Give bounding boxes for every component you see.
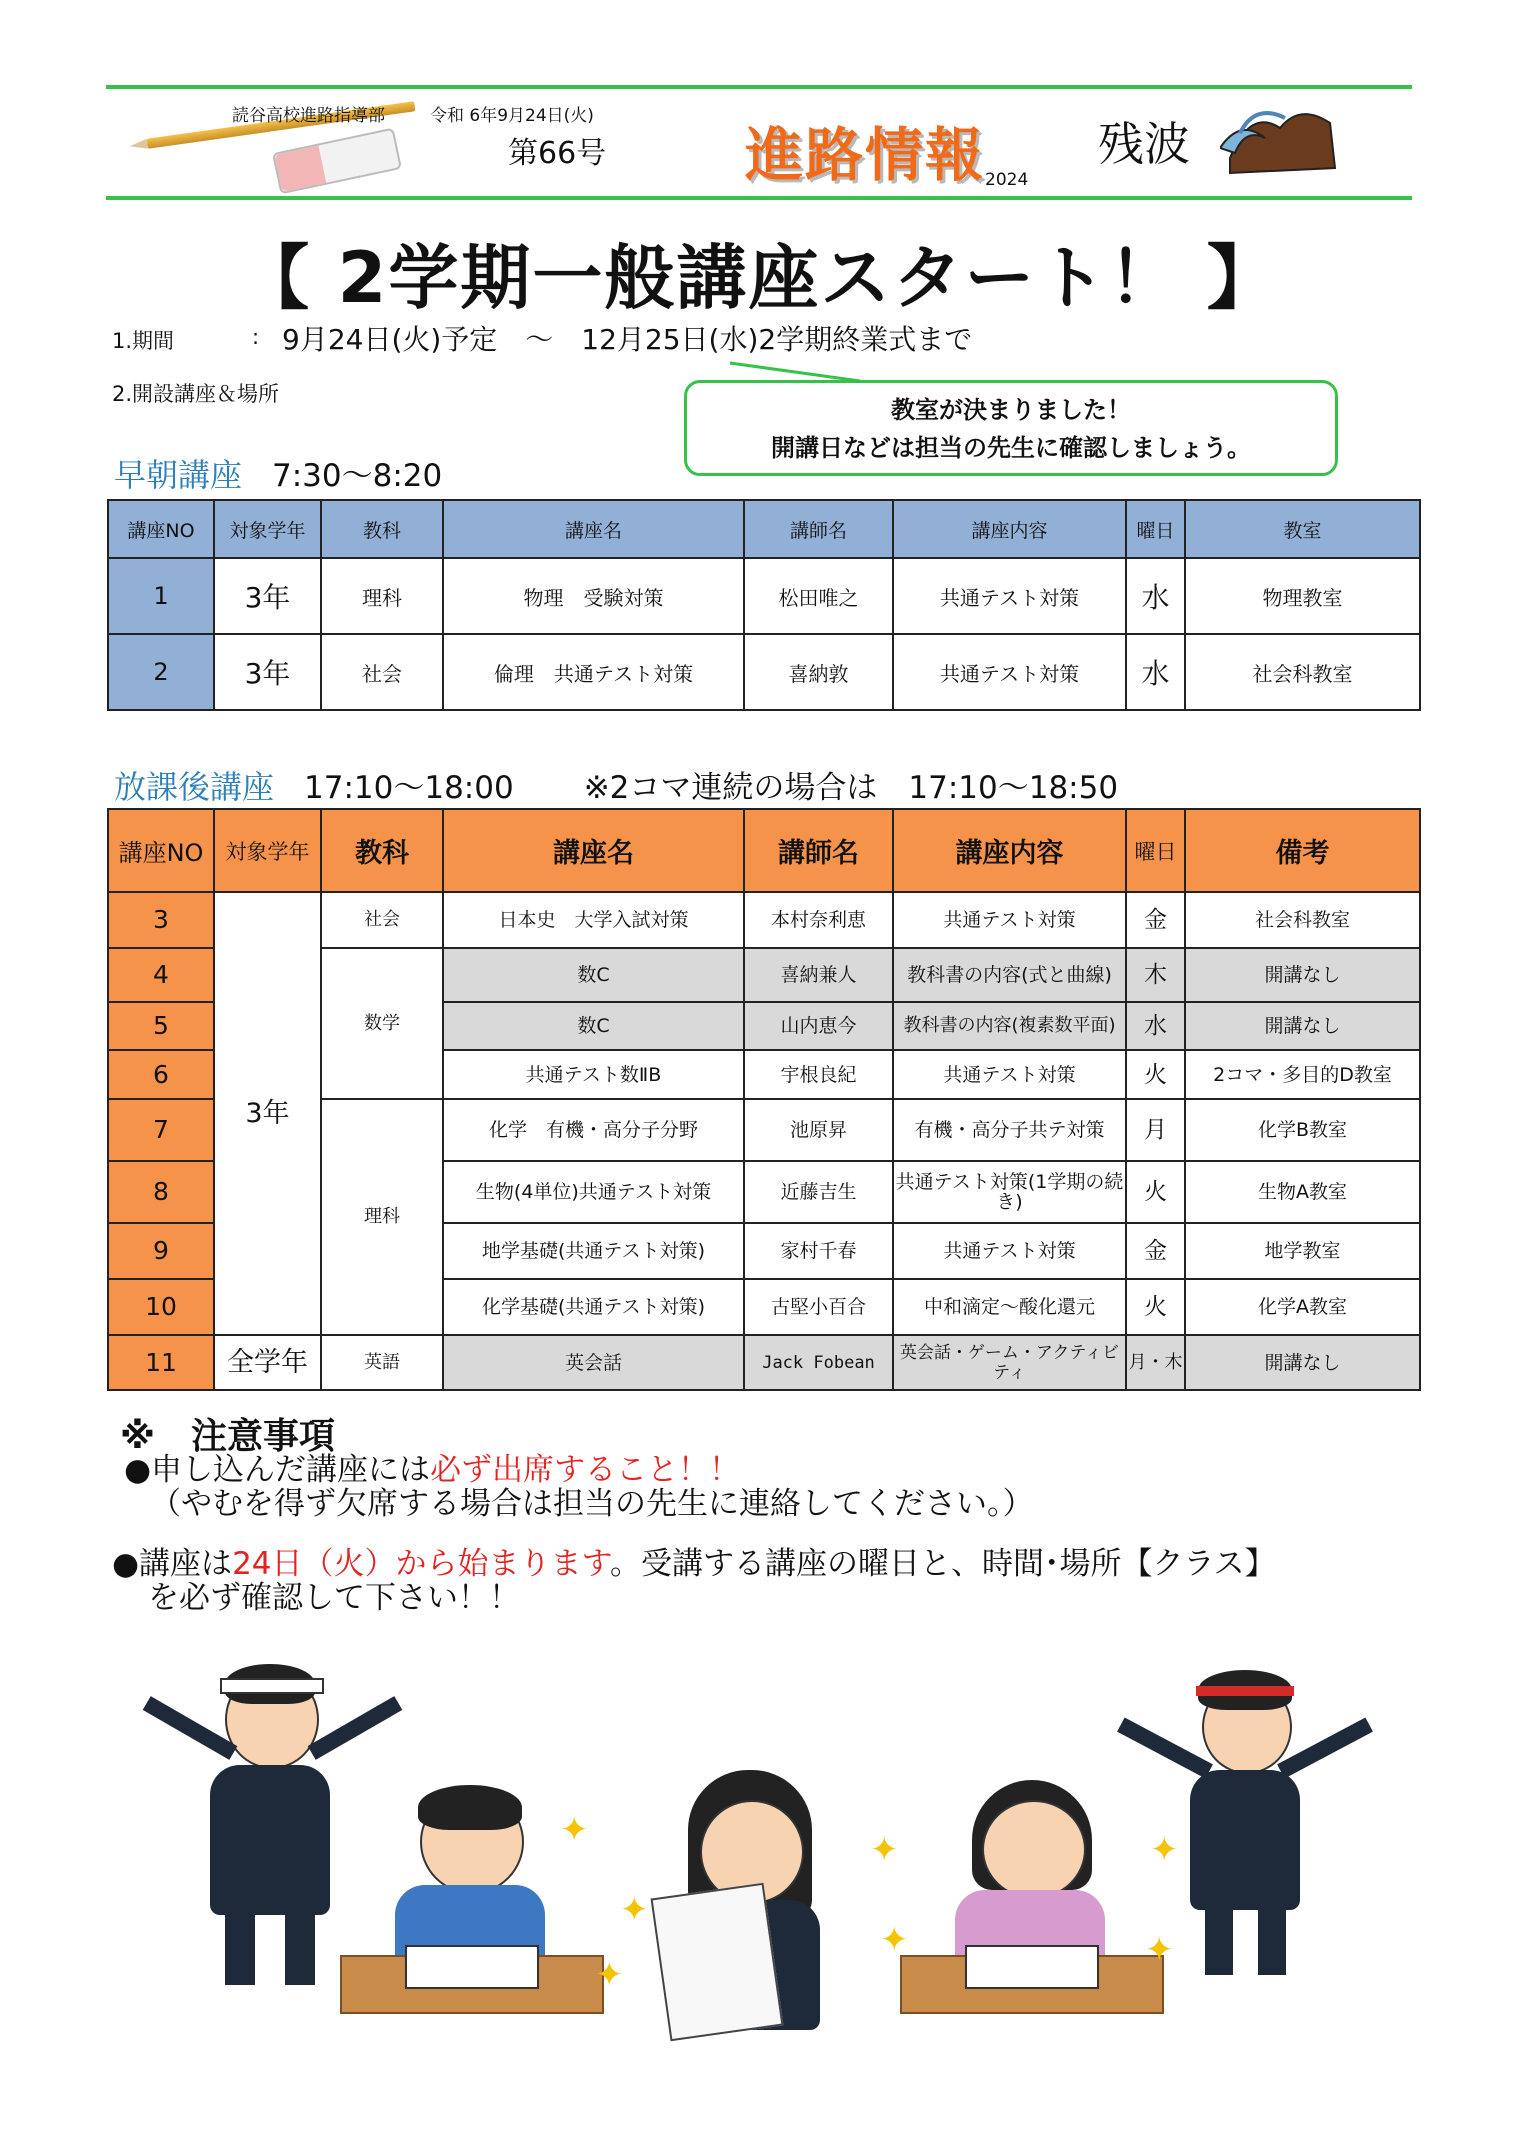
- course-no: 10: [108, 1279, 214, 1335]
- course-name: 日本史 大学入試対策: [443, 892, 744, 948]
- target-grade: 3年: [214, 634, 321, 710]
- note-2-text-cont: 。受講する講座の曜日と、時間･場所【クラス】: [610, 1546, 1276, 1582]
- remarks: 開講なし: [1185, 948, 1420, 1002]
- course-content: 教科書の内容(複素数平面): [893, 1002, 1126, 1050]
- table-row: [108, 558, 1420, 634]
- after-section-title: [114, 762, 1118, 808]
- after-title: 放課後講座: [114, 768, 275, 806]
- subject: 社会: [321, 634, 443, 710]
- zanpa-logo-text: 残波: [1098, 117, 1190, 171]
- bubble-line-1: 教室が決まりました！: [891, 396, 1131, 424]
- weekday: 水: [1126, 634, 1185, 710]
- target-grade: 3年: [214, 892, 321, 1335]
- notes-heading: ※ 注意事項: [120, 1416, 335, 1457]
- note-2-text: ●講座は: [112, 1546, 233, 1582]
- weekday: 火: [1126, 1279, 1185, 1335]
- table-row: [108, 1335, 1420, 1390]
- course-content: 中和滴定～酸化還元: [893, 1279, 1126, 1335]
- course-no: 1: [108, 558, 214, 634]
- col-header: 教科: [321, 809, 443, 892]
- after-time: 17:10～18:00: [304, 770, 514, 806]
- course-name: 共通テスト数ⅡB: [443, 1050, 744, 1099]
- course-name: 化学基礎(共通テスト対策): [443, 1279, 744, 1335]
- course-content: 有機・高分子共テ対策: [893, 1099, 1126, 1161]
- teacher: Jack Fobean: [744, 1335, 893, 1390]
- teacher: 古堅小百合: [744, 1279, 893, 1335]
- note-1-text: ●申し込んだ講座には: [124, 1452, 431, 1488]
- col-header: 備考: [1185, 809, 1420, 892]
- morning-table: [107, 499, 1421, 711]
- teacher: 池原昇: [744, 1099, 893, 1161]
- morning-header-row: [108, 500, 1420, 558]
- target-grade: 全学年: [214, 1335, 321, 1390]
- brand-year: 2024: [985, 170, 1029, 190]
- course-content: 共通テスト対策: [893, 1223, 1126, 1279]
- weekday: 火: [1126, 1161, 1185, 1223]
- period-label: 1.期間: [112, 329, 175, 353]
- remarks: 開講なし: [1185, 1002, 1420, 1050]
- weekday: 金: [1126, 1223, 1185, 1279]
- issue-number: 第66号: [508, 136, 607, 171]
- weekday: 水: [1126, 558, 1185, 634]
- teacher: 松田唯之: [744, 558, 893, 634]
- header-top-line: [106, 85, 1412, 89]
- col-header: 講師名: [744, 809, 893, 892]
- header-bottom-line: [106, 196, 1412, 200]
- eraser-icon: [272, 128, 402, 195]
- morning-title: 早朝講座: [114, 456, 243, 494]
- subject: 数学: [321, 948, 443, 1099]
- weekday: 木: [1126, 948, 1185, 1002]
- teacher: 宇根良紀: [744, 1050, 893, 1099]
- col-header: 講座名: [443, 500, 744, 558]
- col-header: 講座NO: [108, 809, 214, 892]
- col-header: 教室: [1185, 500, 1420, 558]
- col-header: 曜日: [1126, 500, 1185, 558]
- period-colon: :: [252, 325, 260, 349]
- teacher: 山内恵今: [744, 1002, 893, 1050]
- table-row: [108, 892, 1420, 948]
- course-no: 6: [108, 1050, 214, 1099]
- subject: 理科: [321, 558, 443, 634]
- col-header: 曜日: [1126, 809, 1185, 892]
- course-content: 共通テスト対策: [893, 558, 1126, 634]
- classroom: 物理教室: [1185, 558, 1420, 634]
- wave-rock-icon: [1220, 98, 1340, 178]
- sparkle-icon: ✦: [595, 1955, 624, 1995]
- issue-date: 令和 6年9月24日(火): [430, 106, 594, 126]
- weekday: 月: [1126, 1099, 1185, 1161]
- col-header: 講座内容: [893, 500, 1126, 558]
- weekday: 月・木: [1126, 1335, 1185, 1390]
- course-content: 共通テスト対策(1学期の続き): [893, 1161, 1126, 1223]
- weekday: 水: [1126, 1002, 1185, 1050]
- col-header: 対象学年: [214, 809, 321, 892]
- subject: 英語: [321, 1335, 443, 1390]
- note-2: [112, 1547, 1276, 1581]
- remarks: 生物A教室: [1185, 1161, 1420, 1223]
- course-content: 共通テスト対策: [893, 634, 1126, 710]
- course-no: 7: [108, 1099, 214, 1161]
- col-header: 対象学年: [214, 500, 321, 558]
- course-no: 11: [108, 1335, 214, 1390]
- after-header-row: [108, 809, 1420, 892]
- col-header: 講座名: [443, 809, 744, 892]
- note-1-emphasis: 必ず出席すること！！: [430, 1452, 741, 1488]
- teacher: 喜納兼人: [744, 948, 893, 1002]
- remarks: 社会科教室: [1185, 892, 1420, 948]
- note-2-emphasis: 24日（火）から始まります: [232, 1546, 611, 1582]
- col-header: 講座NO: [108, 500, 214, 558]
- teacher: 家村千春: [744, 1223, 893, 1279]
- remarks: 化学A教室: [1185, 1279, 1420, 1335]
- sparkle-icon: ✦: [560, 1810, 589, 1850]
- course-name: 英会話: [443, 1335, 744, 1390]
- sparkle-icon: ✦: [1145, 1930, 1174, 1970]
- table-row: [108, 634, 1420, 710]
- course-no: 4: [108, 948, 214, 1002]
- course-content: 英会話・ゲーム・アクティビティ: [893, 1335, 1126, 1390]
- weekday: 火: [1126, 1050, 1185, 1099]
- course-content: 共通テスト対策: [893, 1050, 1126, 1099]
- weekday: 金: [1126, 892, 1185, 948]
- sparkle-icon: ✦: [870, 1830, 899, 1870]
- col-header: 教科: [321, 500, 443, 558]
- notice-bubble: [684, 380, 1338, 476]
- course-no: 5: [108, 1002, 214, 1050]
- page-title: 【 2学期一般講座スタート！ 】: [239, 237, 1279, 319]
- course-name: 地学基礎(共通テスト対策): [443, 1223, 744, 1279]
- note-1: [124, 1453, 740, 1487]
- morning-time: 7:30～8:20: [272, 458, 443, 494]
- course-content: 教科書の内容(式と曲線): [893, 948, 1126, 1002]
- sparkle-icon: ✦: [1150, 1830, 1179, 1870]
- col-header: 講師名: [744, 500, 893, 558]
- remarks: 地学教室: [1185, 1223, 1420, 1279]
- course-name: 物理 受験対策: [443, 558, 744, 634]
- course-no: 8: [108, 1161, 214, 1223]
- remarks: 化学B教室: [1185, 1099, 1420, 1161]
- brand-title: 進路情報: [745, 121, 986, 189]
- subject: 理科: [321, 1099, 443, 1335]
- morning-section-title: [114, 450, 442, 496]
- note-2-sub: を必ず確認して下さい！！: [148, 1580, 520, 1616]
- course-name: 生物(4単位)共通テスト対策: [443, 1161, 744, 1223]
- course-no: 2: [108, 634, 214, 710]
- reading-girl-illustration: [650, 1770, 850, 2040]
- teacher: 本村奈利恵: [744, 892, 893, 948]
- remarks: 開講なし: [1185, 1335, 1420, 1390]
- target-grade: 3年: [214, 558, 321, 634]
- remarks: 2コマ・多目的D教室: [1185, 1050, 1420, 1099]
- teacher: 近藤吉生: [744, 1161, 893, 1223]
- course-no: 9: [108, 1223, 214, 1279]
- note-1-sub: （やむを得ず欠席する場合は担当の先生に連絡してください。）: [150, 1486, 1034, 1522]
- teacher: 喜納敦: [744, 634, 893, 710]
- classroom: 社会科教室: [1185, 634, 1420, 710]
- course-name: 数C: [443, 1002, 744, 1050]
- col-header: 講座内容: [893, 809, 1126, 892]
- publisher: 読谷高校進路指導部: [232, 106, 385, 126]
- period-text: 9月24日(火)予定 ～ 12月25日(水)2学期終業式まで: [282, 323, 973, 356]
- bubble-line-2: 開講日などは担当の先生に確認しましょう。: [771, 434, 1251, 462]
- course-name: 化学 有機・高分子分野: [443, 1099, 744, 1161]
- subject: 社会: [321, 892, 443, 948]
- course-name: 倫理 共通テスト対策: [443, 634, 744, 710]
- courses-label: 2.開設講座＆場所: [112, 382, 280, 406]
- after-note: ※2コマ連続の場合は 17:10～18:50: [583, 770, 1119, 806]
- sparkle-icon: ✦: [880, 1920, 909, 1960]
- sparkle-icon: ✦: [620, 1890, 649, 1930]
- course-name: 数C: [443, 948, 744, 1002]
- course-no: 3: [108, 892, 214, 948]
- after-school-table: [107, 808, 1421, 1391]
- course-content: 共通テスト対策: [893, 892, 1126, 948]
